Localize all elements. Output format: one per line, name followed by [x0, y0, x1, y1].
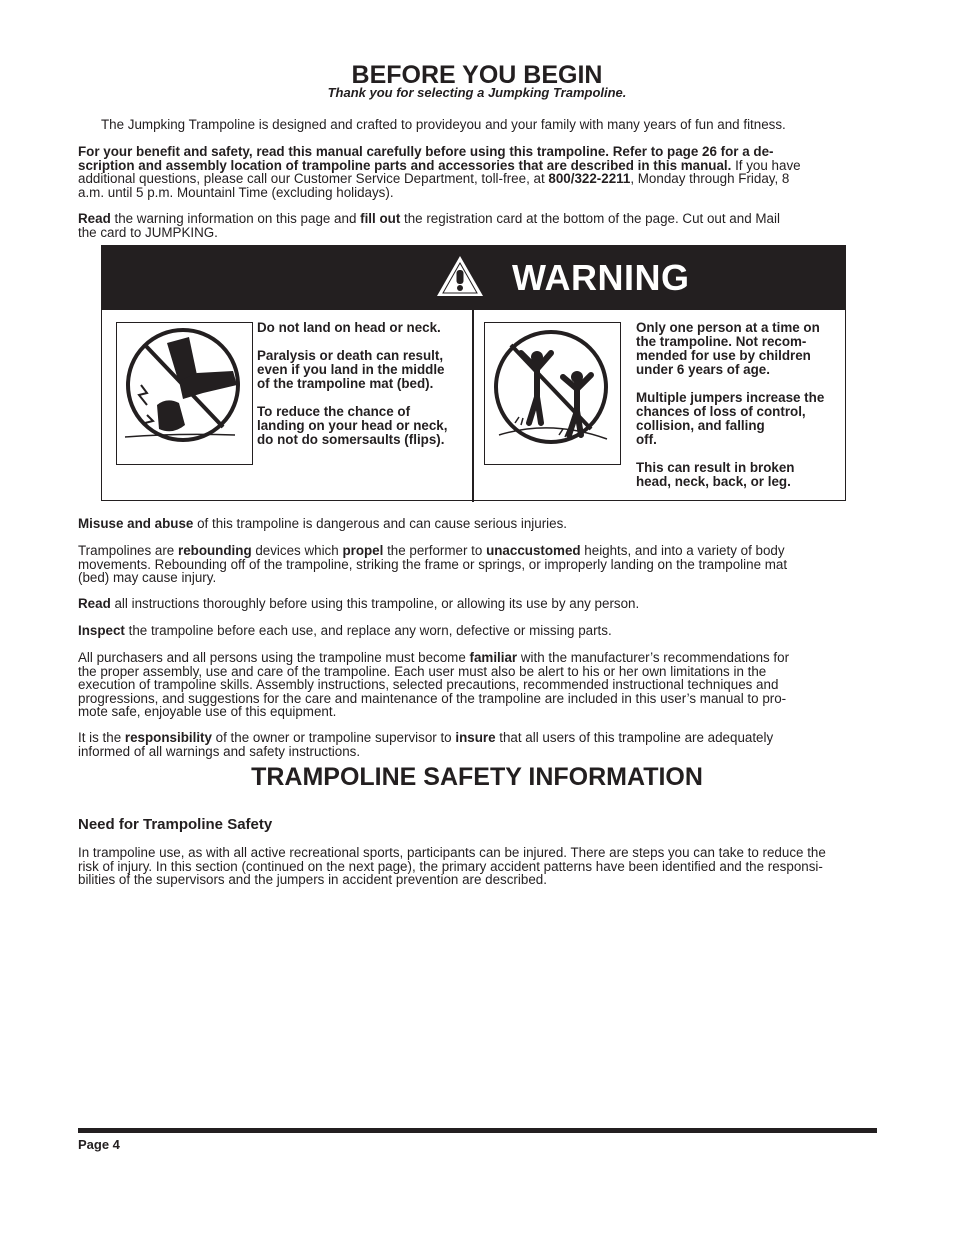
warning-left-line: To reduce the chance of [257, 404, 411, 419]
safety-line: bilities of the supervisors and the jumpers in accident prevention are described. [78, 872, 547, 887]
all-line: execution of trampoline skills. Assembly instructions, selected precautions, recommended instructional techniques and [78, 677, 779, 692]
warning-right-line: chances of loss of control, [636, 404, 806, 419]
warning-right-line: the trampoline. Not recom- [636, 334, 807, 349]
resp-line-2: informed of all warnings and safety instructions. [78, 743, 361, 759]
reb-bold: propel [342, 543, 384, 558]
reb-text: the performer to [383, 543, 487, 558]
footer-rule [78, 1128, 877, 1133]
no-head-landing-icon [117, 323, 251, 463]
intro-paragraph-1 [101, 118, 901, 132]
warning-right-line: Only one person at a time on [636, 320, 820, 335]
warning-right-line: mended for use by children [636, 348, 811, 363]
intro-paragraph-3 [78, 212, 878, 239]
warning-box [101, 245, 846, 501]
warning-right-text [636, 321, 846, 503]
warning-right-line: collision, and falling [636, 418, 765, 433]
resp-text: of the owner or trampoline supervisor to [211, 730, 456, 745]
reb-bold: rebounding [177, 543, 252, 558]
reb-text: Trampolines are [78, 543, 178, 558]
intro-line-3-rest: , Monday through Friday, 8 [630, 171, 790, 186]
read-text: all instructions thoroughly before using this trampoline, or allowing its use by any person. [110, 596, 640, 611]
misuse-bold: Misuse and abuse [78, 516, 194, 531]
safety-paragraph [78, 846, 878, 887]
all-text: with the manufacturer’s recommendations for [517, 650, 790, 665]
reb-line-2: movements. Rebounding off of the trampoline, striking the frame or springs, or improperly landing on the trampoline mat [78, 556, 788, 572]
safety-section-title: TRAMPOLINE SAFETY INFORMATION [251, 763, 703, 791]
all-line: the proper assembly, use and care of the trampoline. Each user must also be alert to his or her own limitations in the [78, 663, 767, 679]
intro-p3-line-2: the card to JUMPKING. [78, 224, 218, 240]
warning-left-line: Do not land on head or neck. [257, 320, 441, 335]
resp-text: It is the [78, 730, 125, 745]
all-text: All purchasers and all persons using the trampoline must become [78, 650, 470, 665]
warning-left-line: Paralysis or death can result, [257, 348, 444, 363]
intro-bold-line-1: For your benefit and safety, read this manual carefully before using this trampoline. Refer to page 26 for a de- [78, 144, 774, 159]
responsibility-paragraph [78, 731, 878, 758]
warning-left-line: do not do somersaults (flips). [257, 432, 445, 447]
warning-right-line: under 6 years of age. [636, 362, 770, 377]
reb-text: heights, and into a variety of body [580, 543, 785, 558]
warning-header-bar [102, 246, 845, 310]
warning-left-line: landing on your head or neck, [257, 418, 448, 433]
warning-right-line: This can result in broken [636, 460, 795, 475]
intro-p3-mid: the warning information on this page and [110, 211, 361, 226]
intro-p3-rest: the registration card at the bottom of the page. Cut out and Mail [400, 211, 780, 226]
warning-right-line: Multiple jumpers increase the [636, 390, 825, 405]
read-bold: Read [78, 596, 111, 611]
intro-bold-line-2: scription and assembly location of trampoline parts and accessories that are described in this manual. [78, 157, 732, 173]
safety-line: In trampoline use, as with all active recreational sports, participants can be injured. There are steps you can take to reduce the [78, 845, 826, 860]
warning-right-line: off. [636, 432, 657, 447]
page-title: BEFORE YOU BEGIN [351, 61, 603, 89]
misuse-text: of this trampoline is dangerous and can cause serious injuries. [193, 516, 568, 531]
read-paragraph [78, 597, 878, 611]
familiar-bold: familiar [469, 650, 518, 665]
head-landing-pictogram [116, 322, 253, 465]
page-number: Page 4 [78, 1137, 120, 1152]
rebounding-paragraph [78, 544, 878, 585]
warning-right-line: head, neck, back, or leg. [636, 474, 791, 489]
phone-number: 800/322-2211 [548, 171, 631, 186]
warning-title: WARNING [512, 257, 690, 298]
fill-out-word: fill out [360, 211, 401, 226]
read-word: Read [78, 211, 111, 226]
responsibility-bold: responsibility [124, 730, 212, 745]
reb-bold: unaccustomed [486, 543, 581, 558]
warning-left-line: of the trampoline mat (bed). [257, 376, 434, 391]
reb-text: devices which [251, 543, 343, 558]
all-line: mote safe, enjoyable use of this equipment. [78, 704, 337, 719]
all-line: progressions, and suggestions for the care and maintenance of the trampoline are included in this user’s manual to pro- [78, 690, 787, 706]
inspect-text: the trampoline before each use, and replace any worn, defective or missing parts. [124, 623, 612, 638]
resp-text: that all users of this trampoline are adequately [495, 730, 774, 745]
safety-line: risk of injury. In this section (continued on the next page), the primary accident patterns have been identified and the responsi- [78, 858, 823, 874]
reb-line-3: (bed) may cause injury. [78, 570, 217, 585]
page-subtitle: Thank you for selecting a Jumpking Trampoline. [327, 85, 627, 100]
no-multiple-jumpers-icon [485, 323, 619, 463]
intro-line-4: a.m. until 5 p.m. Mountainl Time (excluding holidays). [78, 184, 394, 200]
intro-line-2-rest: If you have [731, 157, 801, 173]
inspect-bold: Inspect [78, 623, 125, 638]
warning-left-text [257, 321, 469, 461]
warning-triangle-icon [435, 254, 485, 298]
insure-bold: insure [455, 730, 496, 745]
warning-divider [472, 310, 474, 502]
safety-subheading: Need for Trampoline Safety [78, 816, 273, 833]
warning-left-line: even if you land in the middle [257, 362, 445, 377]
misuse-paragraph [78, 517, 878, 531]
multiple-jumpers-pictogram [484, 322, 621, 465]
purchasers-paragraph [78, 651, 878, 719]
intro-line-3: additional questions, please call our Customer Service Department, toll-free, at [78, 171, 549, 186]
intro-paragraph-2 [78, 145, 878, 199]
intro-text: The Jumpking Trampoline is designed and crafted to provideyou and your family with many years of fun and fitness. [101, 117, 786, 132]
inspect-paragraph [78, 624, 878, 638]
